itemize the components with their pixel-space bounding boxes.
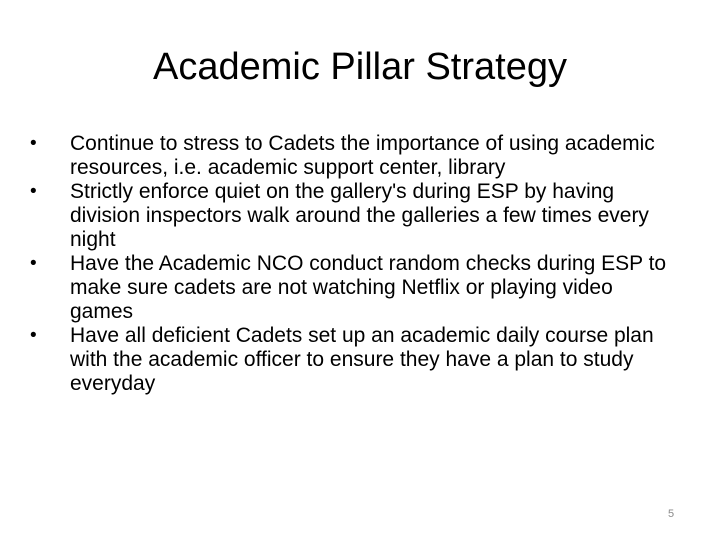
bullet-item [26,180,676,252]
slide-title: Academic Pillar Strategy [153,46,567,88]
bullet-item [26,132,676,180]
bullet-text: Continue to stress to Cadets the importance of using academic resources, i.e. academic support center, library [70,132,655,179]
bullet-icon: • [30,181,37,202]
bullet-text: Have the Academic NCO conduct random checks during ESP to make sure cadets are not watching Netflix or playing video games [70,252,667,323]
page-number: 5 [668,508,675,520]
bullet-list [26,132,676,396]
bullet-text: Have all deficient Cadets set up an academic daily course plan with the academic officer to ensure they have a plan to study everyday [70,324,654,395]
bullet-item [26,324,676,396]
bullet-icon: • [30,133,37,154]
bullet-icon: • [30,325,37,346]
bullet-icon: • [30,253,37,274]
bullet-item [26,252,676,324]
bullet-text: Strictly enforce quiet on the gallery's during ESP by having division inspectors walk around the galleries a few times every night [70,180,649,251]
